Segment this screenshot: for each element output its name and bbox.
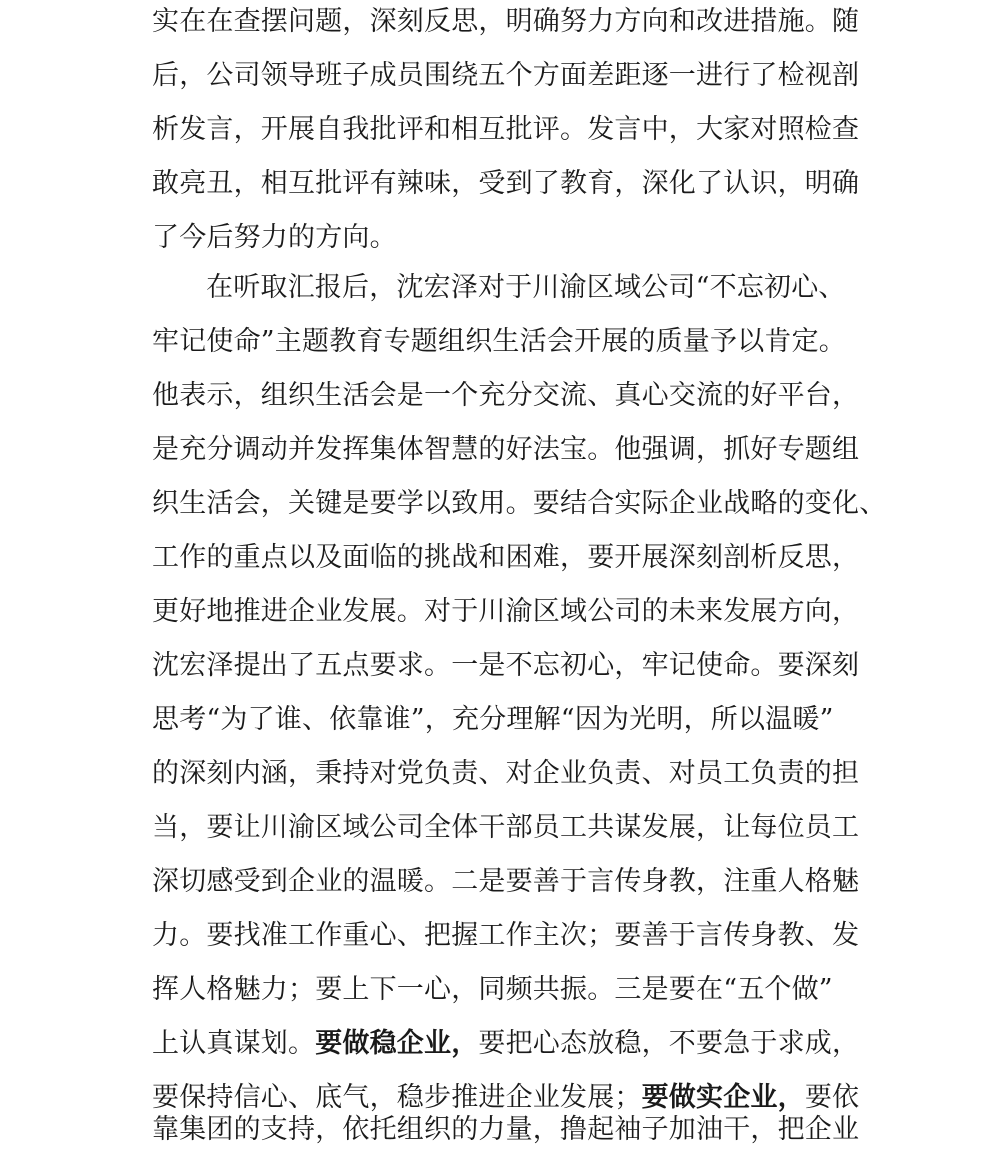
text-run: 上认真谋划。	[152, 1028, 316, 1059]
text-line: 析发言，开展自我批评和相互批评。发言中，大家对照检查	[152, 114, 860, 145]
text-line: 织生活会，关键是要学以致用。要结合实际企业战略的变化、	[152, 488, 887, 519]
text-line: 挥人格魅力；要上下一心，同频共振。三是要在“五个做”	[152, 974, 833, 1005]
text-line: 他表示，组织生活会是一个充分交流、真心交流的好平台，	[152, 380, 860, 411]
text-line: 牢记使命”主题教育专题组织生活会开展的质量予以肯定。	[152, 326, 847, 357]
text-run: 要把心态放稳，不要急于求成，	[478, 1028, 860, 1059]
bold-text-run: 要做稳企业，	[315, 1028, 479, 1059]
text-line: 更好地推进企业发展。对于川渝区域公司的未来发展方向，	[152, 596, 860, 627]
text-line: 敢亮丑，相互批评有辣味，受到了教育，深化了认识，明确	[152, 168, 860, 199]
text-run: 要保持信心、底气，稳步推进企业发展；	[152, 1082, 642, 1113]
bold-text-run: 要做实企业，	[641, 1082, 805, 1113]
text-line: 当，要让川渝区域公司全体干部员工共谋发展，让每位员工	[152, 812, 860, 843]
text-line: 在听取汇报后，沈宏泽对于川渝区域公司“不忘初心、	[206, 272, 846, 303]
text-line: 深切感受到企业的温暖。二是要善于言传身教，注重人格魅	[152, 866, 860, 897]
text-line: 的深刻内涵，秉持对党负责、对企业负责、对员工负责的担	[152, 758, 860, 789]
text-line: 沈宏泽提出了五点要求。一是不忘初心，牢记使命。要深刻	[152, 650, 860, 681]
text-line: 工作的重点以及面临的挑战和困难，要开展深刻剖析反思，	[152, 542, 860, 573]
text-line	[152, 1080, 859, 1116]
text-line: 实在在查摆问题，深刻反思，明确努力方向和改进措施。随	[152, 6, 860, 37]
text-line	[152, 1026, 859, 1062]
text-line: 是充分调动并发挥集体智慧的好法宝。他强调，抓好专题组	[152, 434, 860, 465]
text-line: 思考“为了谁、依靠谁”，充分理解“因为光明，所以温暖”	[152, 704, 834, 735]
text-run: 要依	[804, 1082, 860, 1113]
text-line: 了今后努力的方向。	[152, 222, 397, 253]
text-line: 后，公司领导班子成员围绕五个方面差距逐一进行了检视剖	[152, 60, 860, 91]
text-line: 力。要找准工作重心、把握工作主次；要善于言传身教、发	[152, 920, 860, 951]
text-line: 靠集团的支持，依托组织的力量，撸起袖子加油干，把企业	[152, 1114, 860, 1145]
